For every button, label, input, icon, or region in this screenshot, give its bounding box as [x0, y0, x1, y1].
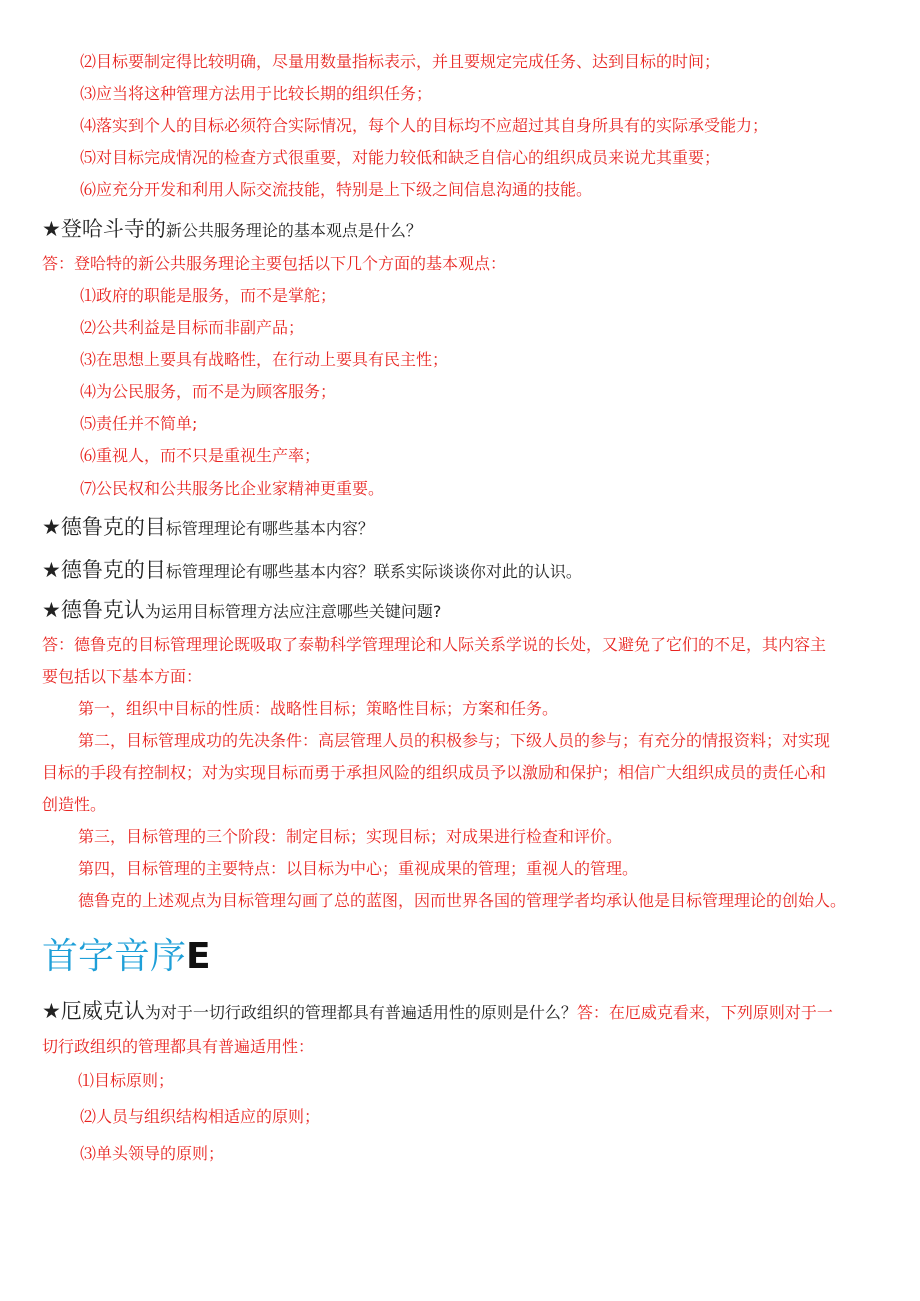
list-item: ⑹应充分开发和利用人际交流技能，特别是上下级之间信息沟通的技能。 [80, 180, 593, 199]
answer-point: 第二，目标管理成功的先决条件：高层管理人员的积极参与；下级人员的参与；有充分的情报资料；对实现 [78, 731, 831, 750]
question-drucker-1 [42, 516, 374, 540]
answer-point: 创造性。 [42, 795, 107, 814]
question-rest: 标管理理论有哪些基本内容？联系实际谈谈你对此的认识。 [165, 562, 582, 581]
question-urwick [42, 1000, 833, 1024]
section-heading [42, 934, 211, 980]
list-item: ⑸责任并不简单; [80, 414, 198, 433]
question-lead: ★登哈斗寺的 [42, 217, 166, 241]
list-item: ⑶在思想上要具有战略性，在行动上要具有民主性； [80, 350, 449, 369]
list-item: ⑴目标原则； [78, 1071, 175, 1090]
question-rest: 为对于一切行政组织的管理都具有普遍适用性的原则是什么？ [144, 1003, 577, 1022]
answer-line: 切行政组织的管理都具有普遍适用性： [42, 1037, 315, 1056]
heading-letter: E [186, 936, 211, 977]
answer-point: 目标的手段有控制权；对为实现目标而勇于承担风险的组织成员予以激励和保护；相信广大组织成员的责任心和 [42, 763, 827, 782]
list-item: ⑺公民权和公共服务比企业家精神更重要。 [80, 479, 385, 498]
answer-line: 答：德鲁克的目标管理理论既吸取了泰勒科学管理理论和人际关系学说的长处，又避免了它们的不足，其内容主 [42, 635, 827, 654]
answer-line: 要包括以下基本方面： [42, 667, 203, 686]
list-item: ⑶单头领导的原则； [80, 1144, 225, 1163]
answer-intro: 答：登哈特的新公共服务理论主要包括以下几个方面的基本观点： [42, 254, 507, 273]
answer-point: 德鲁克的上述观点为目标管理勾画了总的蓝图，因而世界各国的管理学者均承认他是目标管理理论的创始人。 [78, 891, 847, 910]
list-item: ⑵目标要制定得比较明确，尽量用数量指标表示，并且要规定完成任务、达到目标的时间； [80, 52, 721, 71]
answer-point: 第四，目标管理的主要特点：以目标为中心；重视成果的管理；重视人的管理。 [78, 859, 639, 878]
heading-text: 首字音序 [42, 936, 187, 977]
list-item: ⑶应当将这种管理方法用于比较长期的组织任务； [80, 84, 433, 103]
list-item: ⑴政府的职能是服务，而不是掌舵； [80, 286, 337, 305]
question-lead: ★厄威克认 [42, 999, 145, 1023]
question-rest: 标管理理论有哪些基本内容？ [165, 519, 374, 538]
question-denhardt [42, 218, 422, 242]
answer-inline: 答：在厄威克看来，下列原则对于一 [576, 1003, 833, 1022]
question-drucker-3 [42, 599, 441, 623]
question-rest: 为运用目标管理方法应注意哪些关键问题? [144, 602, 442, 621]
answer-point: 第三，目标管理的三个阶段：制定目标；实现目标；对成果进行检查和评价。 [78, 827, 623, 846]
question-drucker-2 [42, 559, 582, 583]
answer-point: 第一，组织中目标的性质：战略性目标；策略性目标；方案和任务。 [78, 699, 559, 718]
list-item: ⑵人员与组织结构相适应的原则； [80, 1107, 321, 1126]
question-lead: ★德鲁克认 [42, 598, 145, 622]
question-rest: 新公共服务理论的基本观点是什么？ [165, 221, 422, 240]
list-item: ⑸对目标完成情况的检查方式很重要，对能力较低和缺乏自信心的组织成员来说尤其重要； [80, 148, 721, 167]
question-lead: ★德鲁克的目 [42, 558, 166, 582]
question-lead: ★德鲁克的目 [42, 515, 166, 539]
list-item: ⑵公共利益是目标而非副产品； [80, 318, 305, 337]
list-item: ⑹重视人，而不只是重视生产率； [80, 446, 321, 465]
list-item: ⑷为公民服务，而不是为顾客服务； [80, 382, 337, 401]
list-item: ⑷落实到个人的目标必须符合实际情况，每个人的目标均不应超过其自身所具有的实际承受能力； [80, 116, 769, 135]
